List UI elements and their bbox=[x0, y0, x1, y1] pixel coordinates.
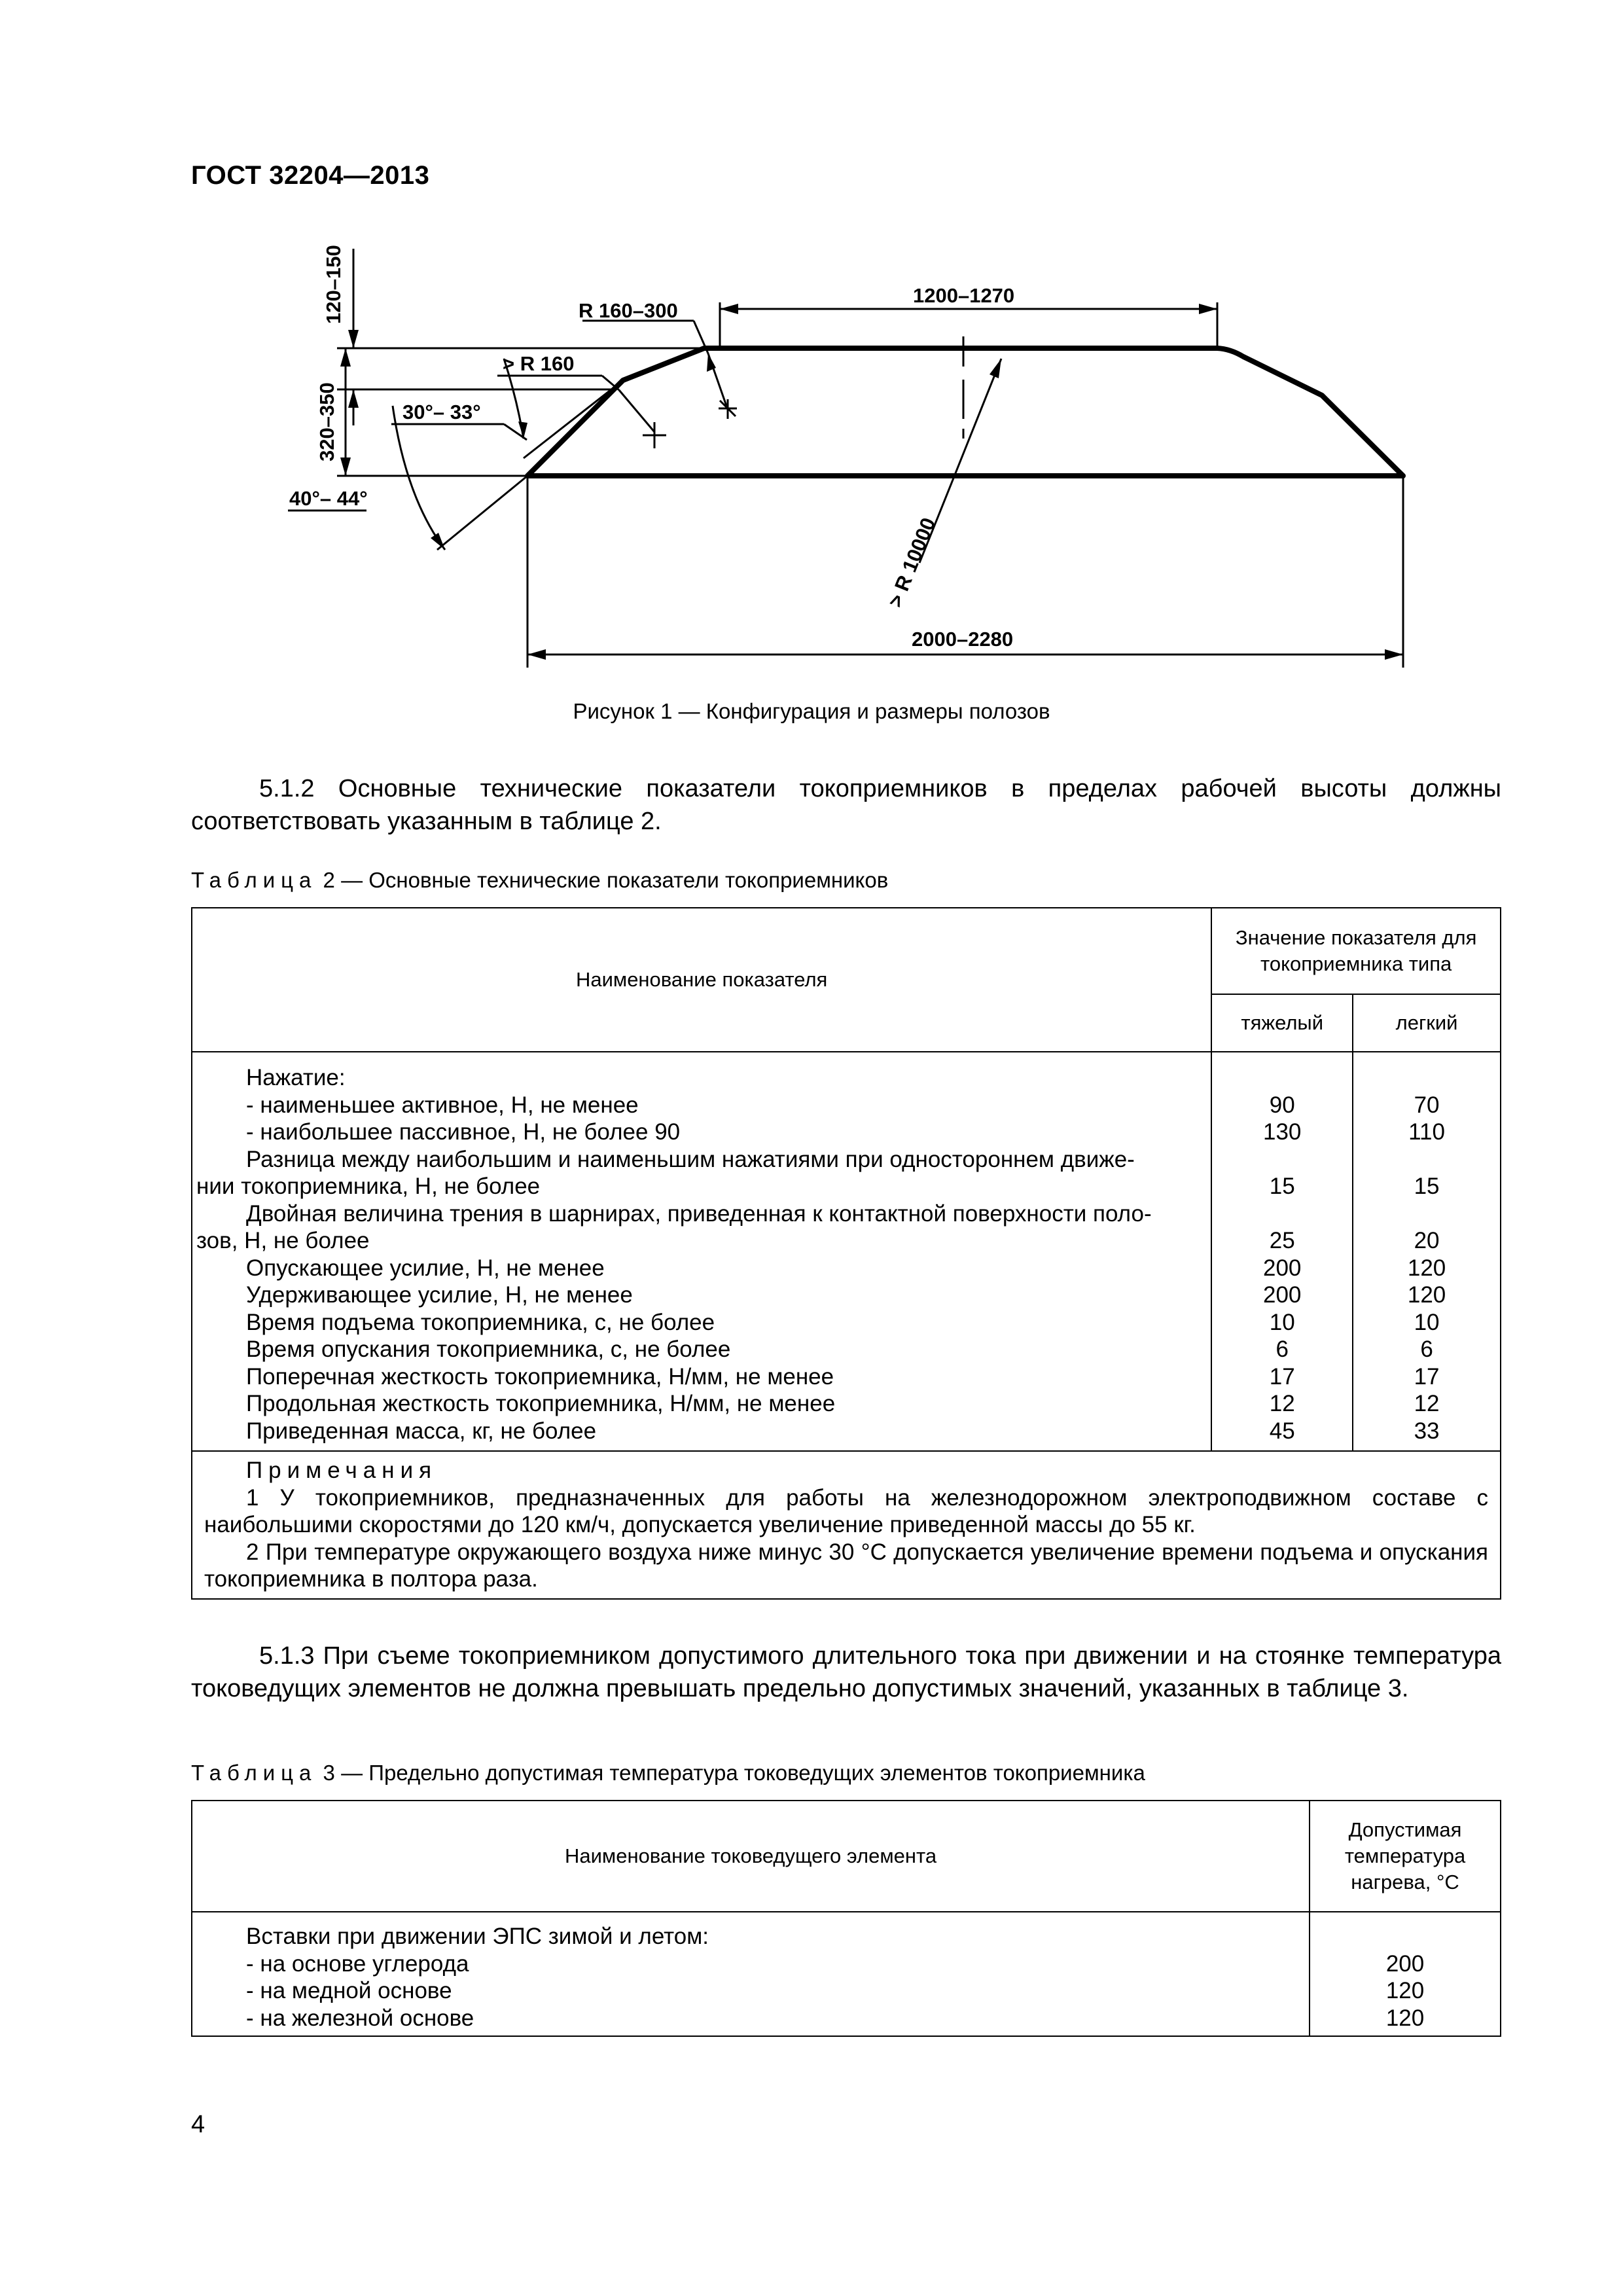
dim-2000-2280: 2000–2280 bbox=[912, 628, 1014, 651]
table-row: Разница между наибольшим и наименьшим нажатиями при одностороннем движе- bbox=[246, 1146, 1135, 1172]
dim-1200-1270: 1200–1270 bbox=[913, 284, 1015, 307]
dim-120-150: 120–150 bbox=[322, 245, 345, 324]
table-row: - на основе углерода bbox=[246, 1950, 469, 1977]
paragraph-5-1-2: 5.1.2 Основные технические показатели токоприемников в пределах рабочей высоты должны соответствовать указанным в таблице 2. bbox=[191, 775, 1501, 835]
table2-light-values: 70 110 15 20 120 120 10 6 17 12 33 bbox=[1353, 1052, 1501, 1451]
dim-320-350: 320–350 bbox=[315, 382, 338, 461]
dim-angle-30-33: 30°– 33° bbox=[402, 401, 481, 423]
pantograph-skid-drawing bbox=[0, 0, 1623, 694]
table-row: Приведенная масса, кг, не более bbox=[246, 1418, 597, 1444]
note-1: 1 У токоприемников, предназначенных для работы на железнодорожном электроподвижном составе с наибольшими скоростями до 120 км/ч, допускается увеличение приведенной массы до 55 кг. bbox=[204, 1484, 1488, 1537]
notes-title: Примечания bbox=[246, 1458, 438, 1483]
page-number: 4 bbox=[191, 2111, 205, 2138]
table-row: - наибольшее пассивное, Н, не более 90 bbox=[246, 1119, 681, 1145]
table-row: зов, Н, не более bbox=[196, 1228, 370, 1253]
table3-header-temp: Допустимая температура нагрева, °С bbox=[1310, 1801, 1501, 1912]
dim-r160-300: R 160–300 bbox=[579, 299, 678, 322]
dim-angle-40-44: 40°– 44° bbox=[289, 487, 368, 510]
figure-caption: Рисунок 1 — Конфигурация и размеры полозов bbox=[573, 699, 1050, 723]
table-row: Опускающее усилие, Н, не менее bbox=[246, 1255, 605, 1281]
table-row: Двойная величина трения в шарнирах, приведенная к контактной поверхности поло- bbox=[246, 1200, 1152, 1227]
table2-header-name: Наименование показателя bbox=[192, 908, 1211, 1052]
table3-caption: Таблица 3 — Предельно допустимая температура токоведущих элементов токоприемника bbox=[191, 1761, 1145, 1785]
table-3 bbox=[191, 1800, 1501, 2037]
table2-names bbox=[192, 1052, 1211, 1451]
table2-header-light: легкий bbox=[1353, 994, 1501, 1052]
table2-header-heavy: тяжелый bbox=[1211, 994, 1353, 1052]
table-row: - наименьшее активное, Н, не менее bbox=[246, 1092, 639, 1118]
dim-r10000: > R 10000 bbox=[883, 514, 940, 611]
paragraph-5-1-3: 5.1.3 При съеме токоприемником допустимого длительного тока при движении и на стоянке температура токоведущих элементов не должна превышать предельно допустимых значений, указанных в таблице 3. bbox=[191, 1642, 1501, 1702]
table3-names bbox=[192, 1912, 1310, 2036]
table-row: Удерживающее усилие, Н, не менее bbox=[246, 1282, 633, 1308]
table2-heavy-values: 90 130 15 25 200 200 10 6 17 12 45 bbox=[1211, 1052, 1353, 1451]
table-row: Время подъема токоприемника, с, не более bbox=[246, 1309, 715, 1335]
table-row: Вставки при движении ЭПС зимой и летом: bbox=[246, 1924, 709, 1949]
skid-profile bbox=[527, 348, 1403, 476]
table3-header-name: Наименование токоведущего элемента bbox=[192, 1801, 1310, 1912]
table-row: - на медной основе bbox=[246, 1978, 452, 2003]
note-2: 2 При температуре окружающего воздуха ниже минус 30 °С допускается увеличение времени подъема и опускания токоприемника в полтора раза. bbox=[204, 1539, 1488, 1592]
table-row: Время опускания токоприемника, с, не более bbox=[246, 1336, 731, 1362]
table-row: нии токоприемника, Н, не более bbox=[196, 1174, 541, 1199]
table2-notes bbox=[192, 1451, 1501, 1599]
table-row: Поперечная жесткость токоприемника, Н/мм, не менее bbox=[246, 1363, 834, 1390]
table3-values: 200 120 120 bbox=[1310, 1912, 1501, 2036]
document-header: ГОСТ 32204—2013 bbox=[191, 161, 430, 190]
table2-header-value: Значение показателя для токоприемника типа bbox=[1211, 908, 1501, 994]
table-row: Нажатие: bbox=[246, 1065, 346, 1090]
table-row: - на железной основе bbox=[246, 2005, 474, 2031]
dim-r160: > R 160 bbox=[503, 352, 575, 375]
table-row: Продольная жесткость токоприемника, Н/мм, не менее bbox=[246, 1391, 836, 1416]
table2-caption: Таблица 2 — Основные технические показатели токоприемников bbox=[191, 868, 889, 892]
table-2 bbox=[191, 907, 1501, 1600]
